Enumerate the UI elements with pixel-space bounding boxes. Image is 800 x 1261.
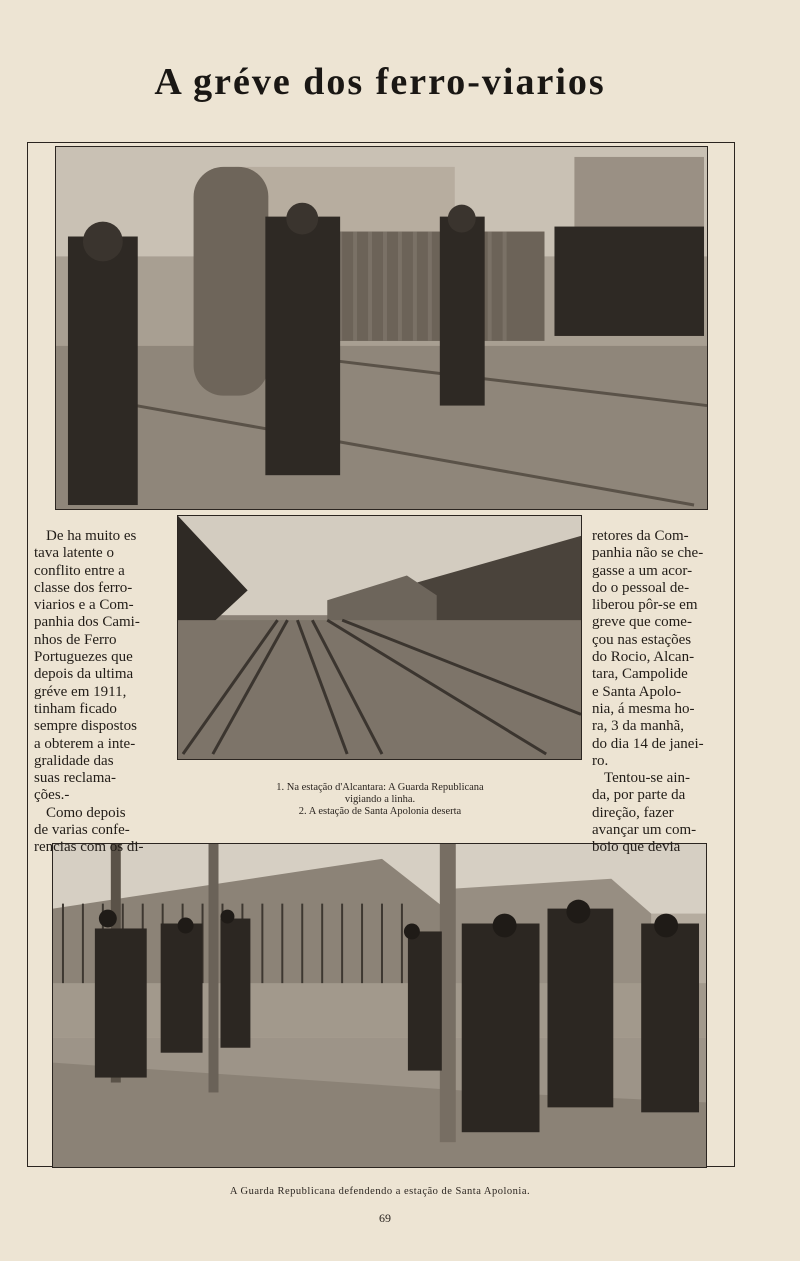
left-text-column [34,528,168,857]
text-line: Como depois [46,804,126,821]
text-line: viarios e a Com- [34,597,134,614]
page-number: 69 [379,1211,391,1225]
photo-guard-santa-apolonia [52,843,707,1168]
text-line: boio que devia [592,839,681,856]
article-title: A gréve dos ferro-viarios [154,61,606,103]
text-line: tara, Campolide [592,666,688,683]
text-line: panhia dos Cami- [34,614,140,631]
text-line: avançar um com- [592,822,697,839]
middle-photo-caption [210,782,550,818]
text-line: retores da Com- [592,528,689,544]
photo-guard-at-crossing-image [56,147,707,509]
text-line: greve que come- [592,614,692,631]
text-line: classe dos ferro- [34,579,133,596]
photo-guard-santa-apolonia-image [53,844,706,1167]
text-line: direção, fazer [592,804,674,821]
text-line: çou nas estações [592,631,692,648]
text-line: depois da ultima [34,666,134,683]
text-line: de varias confe- [34,822,130,839]
text-line: gasse a um acor- [592,562,693,579]
text-line: da, por parte da [592,787,686,804]
caption-line: 2. A estação de Santa Apolonia deserta [298,806,462,817]
text-line: rencias com os di- [34,839,144,856]
text-line: conflito entre a [34,562,125,579]
text-line: e Santa Apolo- [592,683,682,700]
text-line: De ha muito es [46,528,137,544]
photo-empty-station [177,515,582,760]
text-line: a obterem a inte- [34,735,136,752]
right-text-column [592,528,726,857]
bottom-photo-caption: A Guarda Republicana defendendo a estação de Santa Apolonia. [229,1186,531,1197]
photo-guard-at-crossing [55,146,708,510]
text-line: suas reclama- [34,770,117,787]
text-line: tinham ficado [34,700,117,717]
text-line: ro. [592,752,609,769]
text-line: ra, 3 da manhã, [592,718,685,735]
photo-empty-station-image [178,516,581,759]
text-line: panhia não se che- [592,545,704,562]
text-line: sempre dispostos [34,718,137,735]
text-line: Portuguezes que [34,649,133,666]
text-line: nhos de Ferro [34,631,117,648]
text-line: gralidade das [34,752,114,769]
text-line: do o pessoal de- [592,579,690,596]
text-line: liberou pôr-se em [592,597,698,614]
text-line: Tentou-se ain- [604,770,691,787]
text-line: do Rocio, Alcan- [592,649,695,666]
caption-line: vigiando a linha. [344,794,416,805]
text-line: nia, á mesma ho- [592,700,695,717]
caption-line: 1. Na estação d'Alcantara: A Guarda Republicana [276,782,484,793]
text-line: ções.- [34,787,70,804]
text-line: gréve em 1911, [34,683,127,700]
text-line: tava latente o [34,545,114,562]
text-line: do dia 14 de janei- [592,735,704,752]
